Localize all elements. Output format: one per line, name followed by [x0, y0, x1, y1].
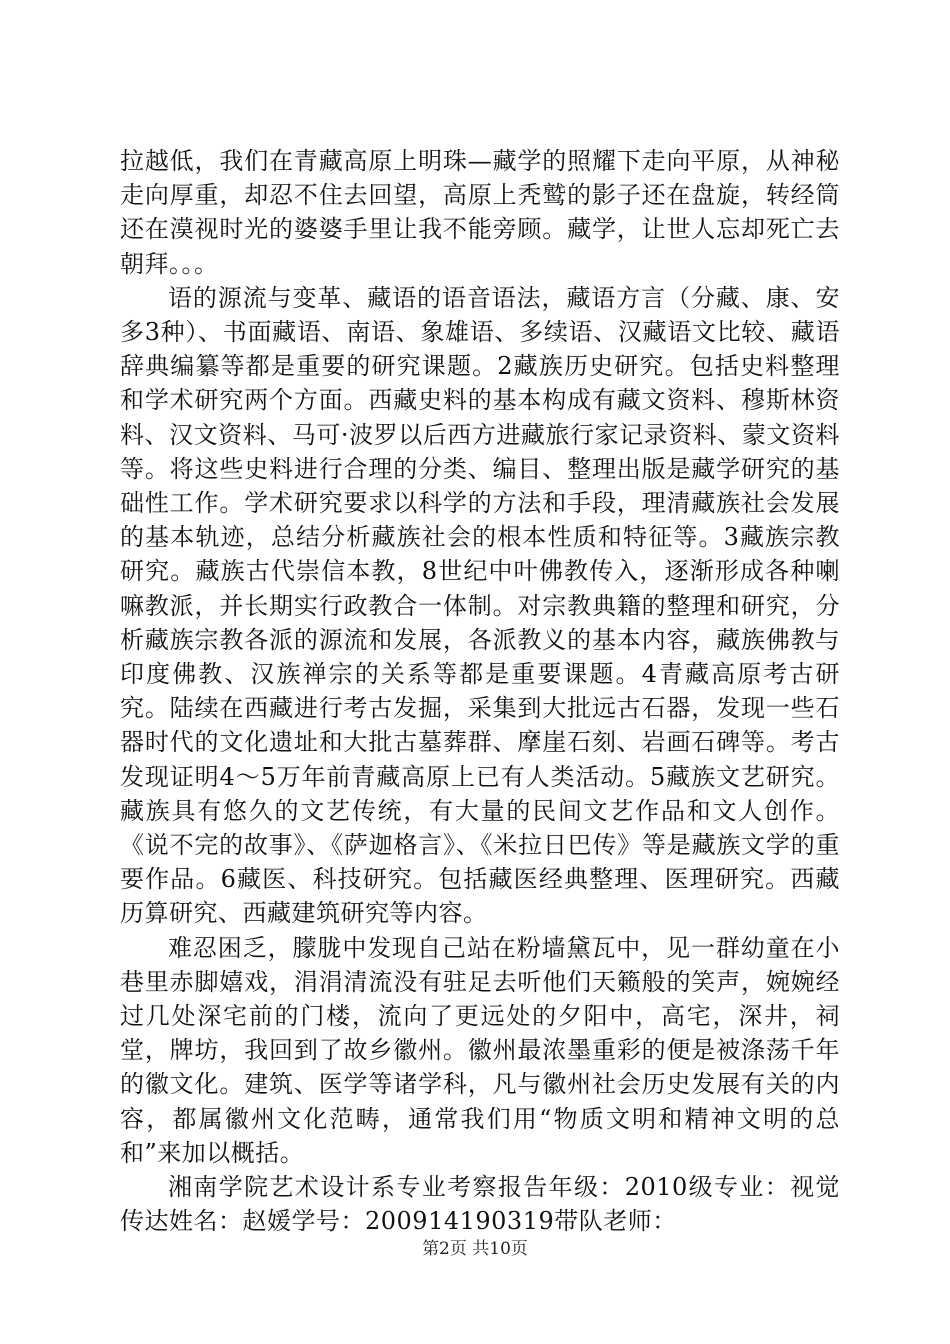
paragraph-tibetan-plateau: 拉越低，我们在青藏高原上明珠—藏学的照耀下走向平原，从神秘走向厚重，却忍不住去回望，高原上秃鹫的影子还在盘旋，转经筒还在漠视时光的婆婆手里让我不能旁顾。藏学，让世人忘却死亡去朝拜。。。 [120, 147, 840, 278]
paragraph-report-info: 湘南学院艺术设计系专业考察报告年级：2010级专业：视觉传达姓名：赵媛学号：200914190319带队老师： [120, 1173, 840, 1236]
paragraph-tibetology-research: 语的源流与变革、藏语的语音语法，藏语方言（分藏、康、安多3种）、书面藏语、南语、象雄语、多续语、汉藏语文比较、藏语辞典编纂等都是重要的研究课题。2藏族历史研究。包括史料整理和学术研究两个方面。西藏史料的基本构成有藏文资料、穆斯林资料、汉文资料、马可·波罗以后西方进藏旅行家记录资料、蒙文资料等。将这些史料进行合理的分类、编目、整理出版是藏学研究的基础性工作。学术研究要求以科学的方法和手段，理清藏族社会发展的基本轨迹，总结分析藏族社会的根本性质和特征等。3藏族宗教研究。藏族古代崇信本教，8世纪中叶佛教传入，逐渐形成各种喇嘛教派，并长期实行政教合一体制。对宗教典籍的整理和研究，分析藏族宗教各派的源流和发展，各派教义的基本内容，藏族佛教与印度佛教、汉族禅宗的关系等都是重要课题。4青藏高原考古研究。陆续在西藏进行考古发掘，采集到大批远古石器，发现一些石器时代的文化遗址和大批古墓葬群、摩崖石刻、岩画石碑等。考古发现证明4～5万年前青藏高原上已有人类活动。5藏族文艺研究。藏族具有悠久的文艺传统，有大量的民间文艺作品和文人创作。《说不完的故事》、《萨迦格言》、《米拉日巴传》等是藏族文学的重要作品。6藏医、科技研究。包括藏医经典整理、医理研究。西藏历算研究、西藏建筑研究等内容。 [120, 283, 840, 928]
document-body [120, 144, 840, 1239]
page-number-footer: 第2页 共10页 [422, 1239, 528, 1259]
paragraph-huizhou-culture: 难忍困乏，朦胧中发现自己站在粉墙黛瓦中，见一群幼童在小巷里赤脚嬉戏，涓涓清流没有驻足去听他们天籁般的笑声，婉婉经过几处深宅前的门楼，流向了更远处的夕阳中，高宅，深井，祠堂，牌坊，我回到了故乡徽州。徽州最浓墨重彩的便是被涤荡千年的徽文化。建筑、医学等诸学科，凡与徽州社会历史发展有关的内容，都属徽州文化范畴，通常我们用“物质文明和精神文明的总和”来加以概括。 [120, 933, 840, 1167]
